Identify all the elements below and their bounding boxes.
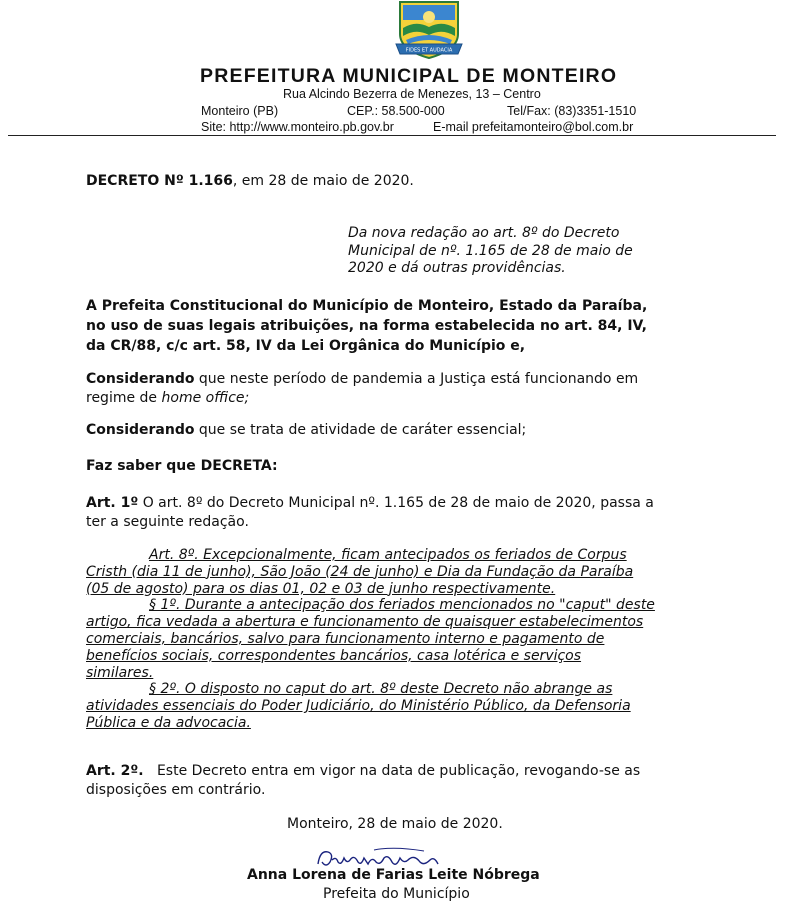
faz-saber: Faz saber que DECRETA: — [86, 458, 278, 474]
quoted-line: similares. — [86, 664, 154, 681]
address-line: Rua Alcindo Bezerra de Menezes, 13 – Centro — [283, 87, 541, 101]
ementa-text: 2020 e dá outras providências. — [348, 260, 566, 276]
considerando-label: Considerando — [86, 422, 195, 438]
considerando-text: regime de — [86, 390, 162, 406]
signer-name: Anna Lorena de Farias Leite Nóbrega — [247, 867, 540, 883]
considerando-1 — [86, 370, 638, 408]
crest-motto: FIDES ET AUDACIA — [405, 47, 453, 54]
article-label: Art. 2º. — [86, 763, 144, 779]
preamble — [86, 296, 647, 356]
considerando-text-italic: home office; — [161, 390, 250, 406]
ementa-line — [348, 243, 688, 261]
quoted-line: Pública e da advocacia. — [86, 714, 251, 731]
ementa-text: Da nova redação ao art. 8º do Decreto — [348, 225, 620, 241]
article-text: Este Decreto entra em vigor na data de publicação, revogando-se as — [156, 763, 641, 779]
quoted-line: comerciais, bancários, salvo para funcionamento interno e pagamento de — [86, 630, 605, 647]
municipal-crest-icon — [392, 0, 466, 62]
ementa-line — [348, 260, 688, 278]
quoted-line: § 2º. O disposto no caput do art. 8º deste Decreto não abrange as — [149, 681, 613, 698]
decree-heading — [86, 173, 414, 190]
quoted-line: Art. 8º. Excepcionalmente, ficam antecipados os feriados de Corpus — [149, 547, 627, 563]
quoted-line: atividades essenciais do Poder Judiciário, do Ministério Público, da Defensoria — [86, 698, 631, 715]
email-text: E-mail prefeitamonteiro@bol.com.br — [433, 120, 634, 134]
cep-text: CEP.: 58.500-000 — [347, 104, 445, 118]
quoted-line: (05 de agosto) para os dias 01, 02 e 03 de junho respectivamente. — [86, 580, 556, 597]
considerando-2 — [86, 422, 526, 439]
ementa-line — [348, 225, 688, 243]
article-2 — [86, 762, 640, 800]
header-divider — [8, 135, 776, 136]
ementa — [348, 225, 688, 278]
article-text: O art. 8º do Decreto Municipal nº. 1.165 de 28 de maio de 2020, passa a — [138, 495, 654, 511]
considerando-label: Considerando — [86, 371, 195, 387]
quoted-line: Cristh (dia 11 de junho), São João (24 de junho) e Dia da Fundação da Paraíba — [86, 563, 634, 580]
quoted-line: benefícios sociais, correspondentes bancários, casa lotérica e serviços — [86, 647, 582, 664]
quoted-line: artigo, fica vedada a abertura e funcionamento de quaisquer estabelecimentos — [86, 614, 644, 631]
article-label: Art. 1º — [86, 495, 139, 511]
decree-number: DECRETO Nº 1.166 — [86, 173, 233, 189]
quoted-line: § 1º. Durante a antecipação dos feriados mencionados no "caput" deste — [149, 597, 655, 614]
org-title: PREFEITURA MUNICIPAL DE MONTEIRO — [200, 65, 618, 87]
signer-role: Prefeita do Município — [323, 886, 470, 902]
site-text: Site: http://www.monteiro.pb.gov.br — [201, 120, 394, 134]
article-1 — [86, 494, 654, 532]
considerando-text: que se trata de atividade de caráter essencial; — [194, 422, 527, 438]
ementa-text: Municipal de nº. 1.165 de 28 de maio de — [348, 242, 633, 259]
place-date: Monteiro, 28 de maio de 2020. — [287, 816, 503, 832]
city-text: Monteiro (PB) — [201, 104, 279, 118]
article-text: disposições em contrário. — [86, 782, 266, 798]
considerando-text: que neste período de pandemia a Justiça está funcionando em — [194, 371, 639, 387]
quoted-article-text — [86, 547, 689, 732]
article-text: ter a seguinte redação. — [86, 514, 249, 530]
preamble-line: da CR/88, c/c art. 58, IV da Lei Orgânica do Município e, — [86, 338, 526, 354]
phone-text: Tel/Fax: (83)3351-1510 — [507, 104, 637, 118]
preamble-line: no uso de suas legais atribuições, na forma estabelecida no art. 84, IV, — [86, 318, 647, 334]
preamble-line: A Prefeita Constitucional do Município de Monteiro, Estado da Paraíba, — [86, 298, 648, 314]
decree-date: , em 28 de maio de 2020. — [232, 173, 414, 189]
